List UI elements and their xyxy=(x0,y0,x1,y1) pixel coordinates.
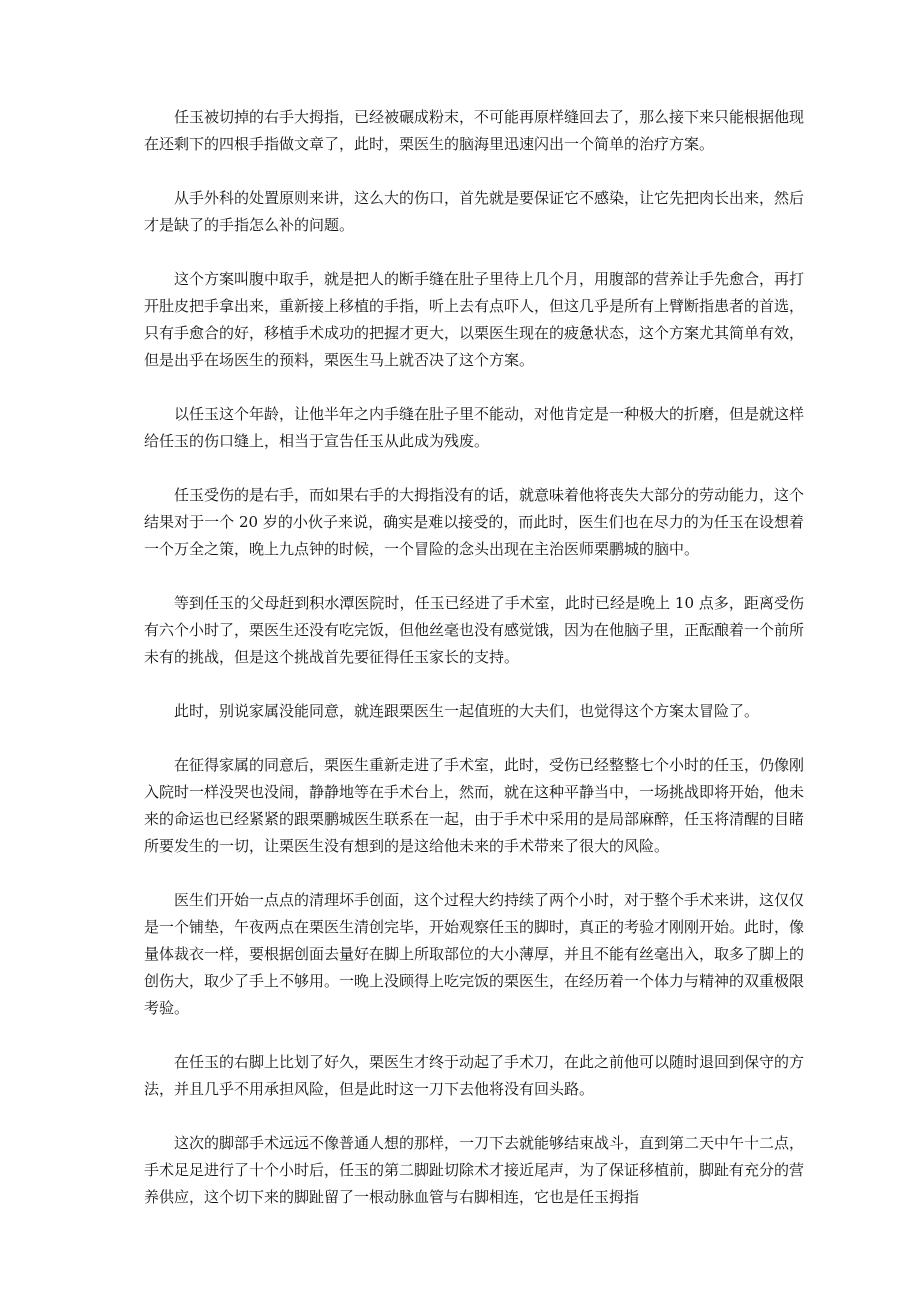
paragraph: 任玉受伤的是右手，而如果右手的大拇指没有的话，就意味着他将丧失大部分的劳动能力，这个结果对于一个 20 岁的小伙子来说，确实是难以接受的，而此时，医生们也在尽力的为任玉在设想着一个万全之策，晚上九点钟的时候，一个冒险的念头出现在主治医师栗鹏城的脑中。 xyxy=(144,486,805,558)
paragraph: 在征得家属的同意后，栗医生重新走进了手术室，此时，受伤已经整整七个小时的任玉，仍像刚入院时一样没哭也没闹，静静地等在手术台上，然而，就在这种平静当中，一场挑战即将开始，他未来的命运也已经紧紧的跟栗鹏城医生联系在一起，由于手术中采用的是局部麻醉，任玉将清醒的目睹所要发生的一切，让栗医生没有想到的是这给他未来的手术带来了很大的风险。 xyxy=(144,756,805,855)
paragraph: 任玉被切掉的右手大拇指，已经被碾成粉末，不可能再原样缝回去了，那么接下来只能根据他现在还剩下的四根手指做文章了，此时，栗医生的脑海里迅速闪出一个简单的治疗方案。 xyxy=(144,108,805,153)
paragraph: 以任玉这个年龄，让他半年之内手缝在肚子里不能动，对他肯定是一种极大的折磨，但是就这样给任玉的伤口缝上，相当于宣告任玉从此成为残废。 xyxy=(144,405,805,450)
paragraph: 此时，别说家属没能同意，就连跟栗医生一起值班的大夫们，也觉得这个方案太冒险了。 xyxy=(174,702,760,720)
paragraph: 医生们开始一点点的清理坏手创面，这个过程大约持续了两个小时，对于整个手术来讲，这仅仅是一个铺垫，午夜两点在栗医生清创完毕，开始观察任玉的脚时，真正的考验才刚刚开始。此时，像量体裁衣一样，要根据创面去量好在脚上所取部位的大小薄厚，并且不能有丝毫出入，取多了脚上的创伤大，取少了手上不够用。一晚上没顾得上吃完饭的栗医生，在经历着一个体力与精神的双重极限考验。 xyxy=(144,891,805,1017)
paragraph: 从手外科的处置原则来讲，这么大的伤口，首先就是要保证它不感染，让它先把肉长出来，然后才是缺了的手指怎么补的问题。 xyxy=(144,189,805,234)
paragraph: 这次的脚部手术远远不像普通人想的那样，一刀下去就能够结束战斗，直到第二天中午十二点，手术足足进行了十个小时后，任玉的第二脚趾切除术才接近尾声，为了保证移植前，脚趾有充分的营养供应，这个切下来的脚趾留了一根动脉血管与右脚相连，它也是任玉拇指 xyxy=(144,1134,805,1206)
paragraph: 在任玉的右脚上比划了好久，栗医生才终于动起了手术刀，在此之前他可以随时退回到保守的方法，并且几乎不用承担风险，但是此时这一刀下去他将没有回头路。 xyxy=(144,1053,805,1098)
document-body xyxy=(144,104,804,1211)
paragraph: 等到任玉的父母赶到积水潭医院时，任玉已经进了手术室，此时已经是晚上 10 点多，距离受伤有六个小时了，栗医生还没有吃完饭，但他丝毫也没有感觉饿，因为在他脑子里，正酝酿着一个前所未有的挑战，但是这个挑战首先要征得任玉家长的支持。 xyxy=(144,594,805,666)
paragraph: 这个方案叫腹中取手，就是把人的断手缝在肚子里待上几个月，用腹部的营养让手先愈合，再打开肚皮把手拿出来，重新接上移植的手指，听上去有点吓人，但这几乎是所有上臂断指患者的首选，只有手愈合的好，移植手术成功的把握才更大，以栗医生现在的疲惫状态，这个方案尤其简单有效，但是出乎在场医生的预料，栗医生马上就否决了这个方案。 xyxy=(144,270,805,369)
